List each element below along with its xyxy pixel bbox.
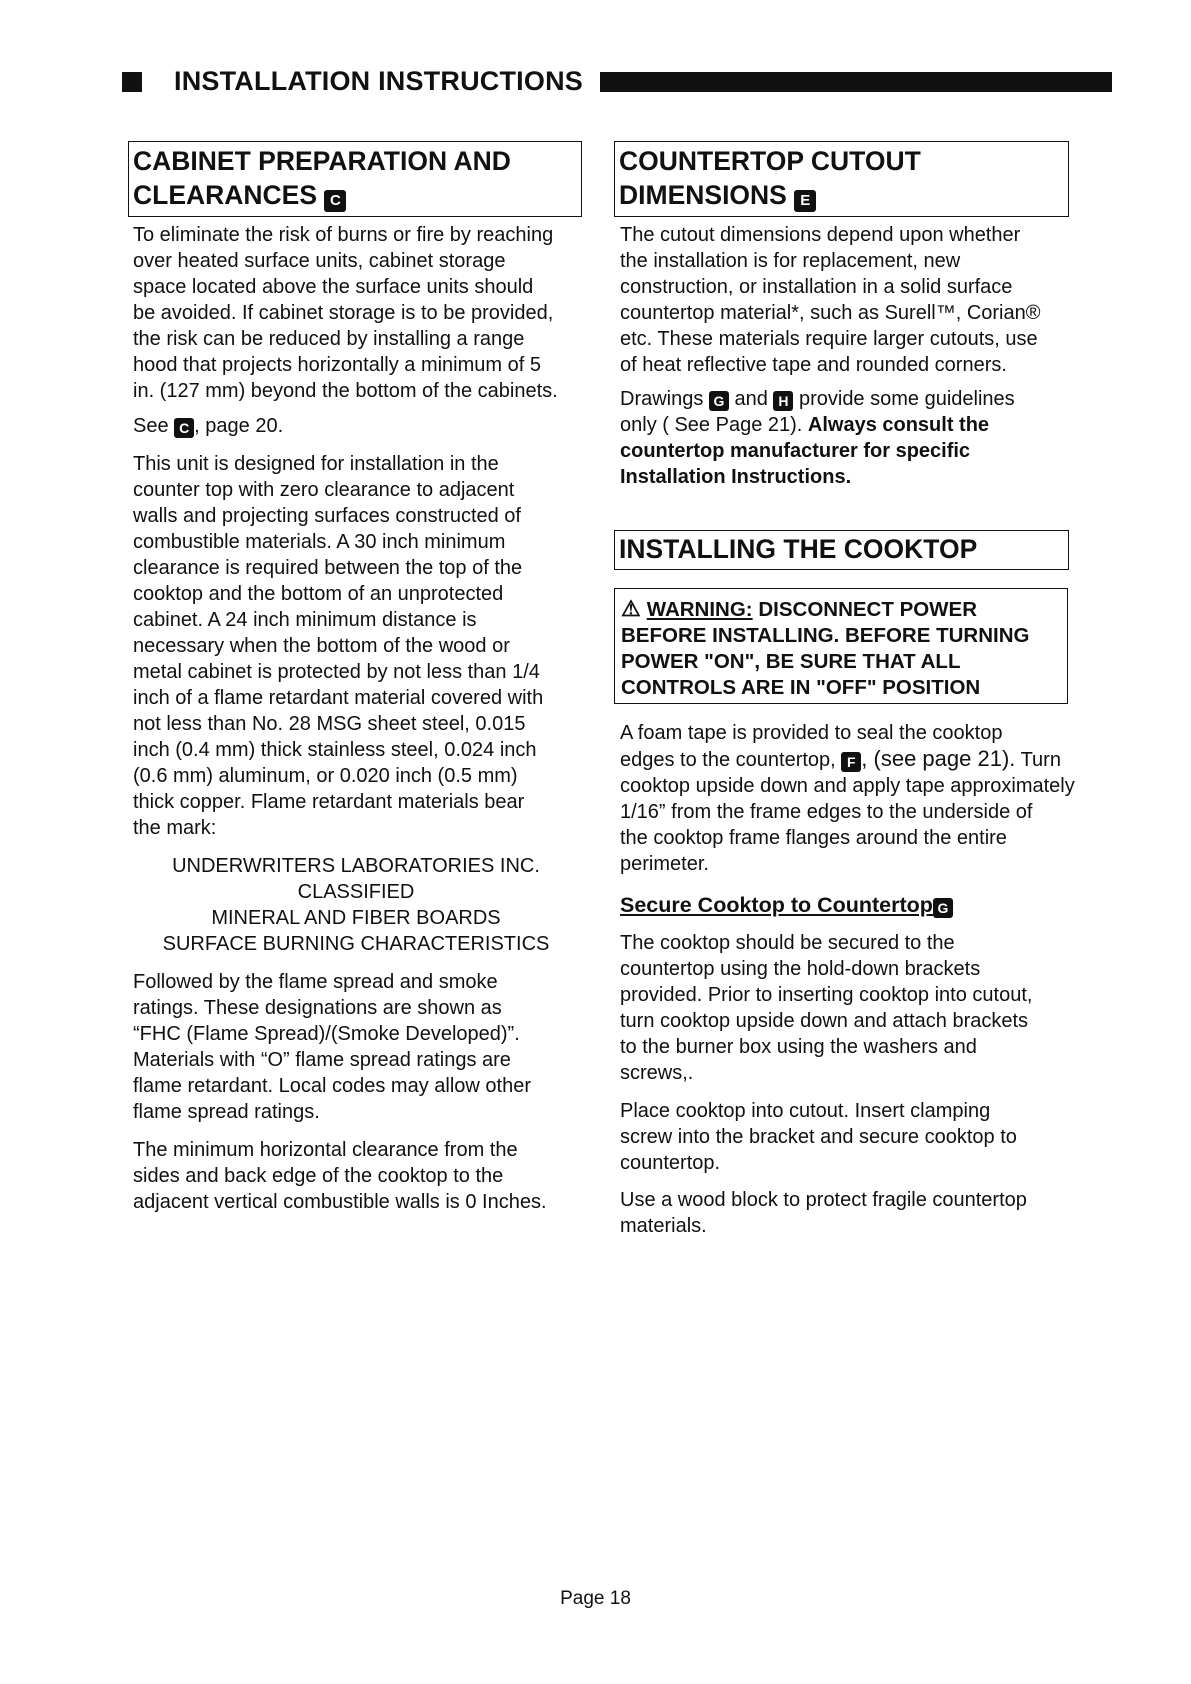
figure-h-badge: H	[773, 391, 793, 411]
heading-line: CABINET PREPARATION AND	[133, 146, 511, 176]
left-para-3: Followed by the flame spread and smoke ratings. These designations are shown as “FHC (Flame Spread)/(Smoke Developed)”. Materials with “O” flame spread ratings are flame retardant. Local codes may allow other flame spread ratings.	[133, 971, 531, 1123]
warning-line: POWER "ON", BE SURE THAT ALL	[621, 650, 961, 673]
warning-triangle-icon: ⚠	[621, 596, 641, 621]
place-paragraph: Place cooktop into cutout. Insert clamping screw into the bracket and secure cooktop to countertop.	[620, 1100, 1017, 1174]
figure-c-badge: C	[324, 190, 346, 212]
warning-line	[621, 597, 1067, 623]
header-rule-bar	[600, 72, 1112, 92]
heading-line	[619, 178, 1068, 212]
warning-label: WARNING:	[646, 598, 753, 621]
left-para-1: To eliminate the risk of burns or fire by reaching over heated surface units, cabinet storage space located above the surface units should be avoided. If cabinet storage is to be provided, the risk can be reduced by installing a range hood that projects horizontally a minimum of 5 in. (127 mm) beyond the bottom of the cabinets.	[133, 224, 558, 402]
foam-prefix: edges to the countertop,	[620, 749, 842, 771]
figure-c-badge: C	[174, 418, 194, 438]
countertop-cutout-heading	[614, 141, 1069, 217]
figure-f-badge: F	[841, 752, 861, 772]
warning-line: BEFORE INSTALLING. BEFORE TURNING	[621, 624, 1030, 647]
left-para-4: The minimum horizontal clearance from the sides and back edge of the cooktop to the adjacent vertical combustible walls is 0 Inches.	[133, 1139, 547, 1213]
foam-suffix: Turn	[1015, 749, 1061, 771]
heading-line	[133, 178, 581, 212]
cabinet-preparation-heading	[128, 141, 582, 217]
figure-e-badge: E	[794, 190, 816, 212]
drawings-see-page: only ( See Page 21).	[620, 414, 808, 436]
drawings-suffix: provide some guidelines	[793, 388, 1015, 410]
see-prefix: See	[133, 415, 175, 437]
heading-text: INSTALLING THE COOKTOP	[619, 534, 978, 564]
foam-see-page: , (see page 21).	[861, 746, 1016, 771]
drawings-prefix: Drawings	[620, 388, 709, 410]
subheading-text: Secure Cooktop to Countertop	[620, 893, 933, 917]
drawings-paragraph	[620, 386, 1100, 490]
warning-box	[614, 588, 1068, 704]
foam-rest: cooktop upside down and apply tape approximately 1/16” from the frame edges to the underside of the cooktop frame flanges around the entire perimeter.	[620, 775, 1075, 875]
foam-line: A foam tape is provided to seal the cooktop	[620, 722, 1003, 744]
page-number: Page 18	[560, 1588, 631, 1609]
header-square-bullet	[122, 72, 142, 92]
consult-note: Always consult the	[807, 414, 990, 436]
consult-note: countertop manufacturer for specific	[620, 440, 971, 462]
secure-paragraph: The cooktop should be secured to the countertop using the hold-down brackets provided. Prior to inserting cooktop into cutout, turn cooktop upside down and attach brackets to the burner box using the washers and screws,.	[620, 932, 1033, 1084]
secure-cooktop-subheading	[620, 893, 953, 918]
wood-block-paragraph: Use a wood block to protect fragile countertop materials.	[620, 1189, 1027, 1237]
see-suffix: , page 20.	[194, 415, 284, 437]
foam-tape-paragraph	[620, 720, 1100, 877]
left-see-line	[133, 413, 588, 439]
consult-note: Installation Instructions.	[620, 466, 852, 488]
heading-text: CLEARANCES	[133, 180, 318, 210]
drawings-and: and	[728, 388, 774, 410]
right-para-1: The cutout dimensions depend upon whether the installation is for replacement, new construction, or installation in a solid surface countertop material*, such as Surell™, Corian® etc. These materials require larger cutouts, use of heat reflective tape and rounded corners.	[620, 224, 1041, 376]
heading-line: COUNTERTOP CUTOUT	[619, 146, 921, 176]
warning-text: DISCONNECT POWER	[752, 598, 978, 621]
warning-line: CONTROLS ARE IN "OFF" POSITION	[621, 676, 981, 699]
figure-g-badge: G	[709, 391, 729, 411]
installing-cooktop-heading	[614, 530, 1069, 570]
header-title: INSTALLATION INSTRUCTIONS	[174, 66, 583, 96]
left-para-2: This unit is designed for installation in the counter top with zero clearance to adjacent walls and projecting surfaces constructed of combustible materials. A 30 inch minimum clearance is required between the top of the cooktop and the bottom of an unprotected cabinet. A 24 inch minimum distance is necessary when the bottom of the wood or metal cabinet is protected by not less than 1/4 inch of a flame retardant material covered with not less than No. 28 MSG sheet steel, 0.015 inch (0.4 mm) thick stainless steel, 0.024 inch (0.6 mm) aluminum, or 0.020 inch (0.5 mm) thick copper. Flame retardant materials bear the mark:	[133, 453, 544, 839]
section-header	[122, 65, 1112, 99]
ul-mark-block: UNDERWRITERS LABORATORIES INC. CLASSIFIED MINERAL AND FIBER BOARDS SURFACE BURNING CHARACTERISTICS	[162, 855, 550, 955]
figure-g-badge: G	[933, 898, 953, 918]
heading-text: DIMENSIONS	[619, 180, 787, 210]
